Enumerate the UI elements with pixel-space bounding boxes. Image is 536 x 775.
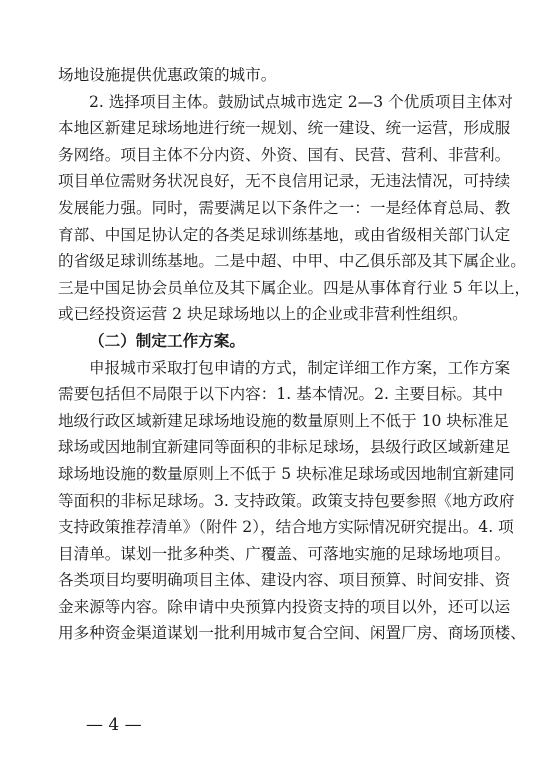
section-heading: （二）制定工作方案。 (89, 331, 245, 350)
paragraph-line: 金来源等内容。除申请中央预算内投资支持的项目以外，还可以运 (58, 597, 511, 616)
paragraph-line: 需要包括但不局限于以下内容：1. 基本情况。2. 主要目标。其中 (58, 385, 504, 404)
paragraph-line: 球场地设施的数量原则上不低于 5 块标准足球场或因地制宜新建同 (58, 464, 515, 483)
paragraph-line: 用多种资金渠道谋划一批利用城市复合空间、闲置厂房、商场顶楼、 (58, 624, 526, 643)
paragraph-line: 项目单位需财务状况良好，无不良信用记录，无违法情况，可持续 (58, 172, 511, 191)
paragraph-line: 地级行政区域新建足球场地设施的数量原则上不低于 10 块标准足 (58, 411, 509, 430)
paragraph-line: 场地设施提供优惠政策的城市。 (58, 66, 277, 84)
paragraph-line: 的省级足球训练基地。二是中超、中甲、中乙俱乐部及其下属企业。 (58, 252, 526, 271)
paragraph-line: 务网络。项目主体不分内资、外资、国有、民营、营利、非营利。 (58, 145, 511, 164)
paragraph-line: 申报城市采取打包申请的方式，制定详细工作方案，工作方案 (89, 358, 511, 377)
paragraph-line: 球场或因地制宜新建同等面积的非标足球场，县级行政区域新建足 (58, 438, 511, 457)
page-number: — 4 — (86, 715, 142, 735)
paragraph-line: 2. 选择项目主体。鼓励试点城市选定 2—3 个优质项目主体对 (89, 92, 513, 111)
paragraph-line: 等面积的非标足球场。3. 支持政策。政策支持包要参照《地方政府 (58, 491, 515, 510)
paragraph-line: 或已经投资运营 2 块足球场地以上的企业或非营利性组织。 (58, 305, 468, 324)
paragraph-line: 各类项目均要明确项目主体、建设内容、项目预算、时间安排、资 (58, 571, 511, 590)
paragraph-line: 育部、中国足协认定的各类足球训练基地，或由省级相关部门认定 (58, 225, 511, 244)
paragraph-line: 支持政策推荐清单》（附件 2），结合地方实际情况研究提出。4. 项 (58, 518, 514, 537)
document-body (58, 62, 531, 647)
paragraph-line: 发展能力强。同时，需要满足以下条件之一：一是经体育总局、教 (58, 198, 511, 217)
paragraph-line: 三是中国足协会员单位及其下属企业。四是从事体育行业 5 年以上， (58, 278, 531, 297)
paragraph-line: 目清单。谋划一批多种类、广覆盖、可落地实施的足球场地项目。 (58, 544, 511, 563)
paragraph-line: 本地区新建足球场地进行统一规划、统一建设、统一运营，形成服 (58, 119, 511, 138)
